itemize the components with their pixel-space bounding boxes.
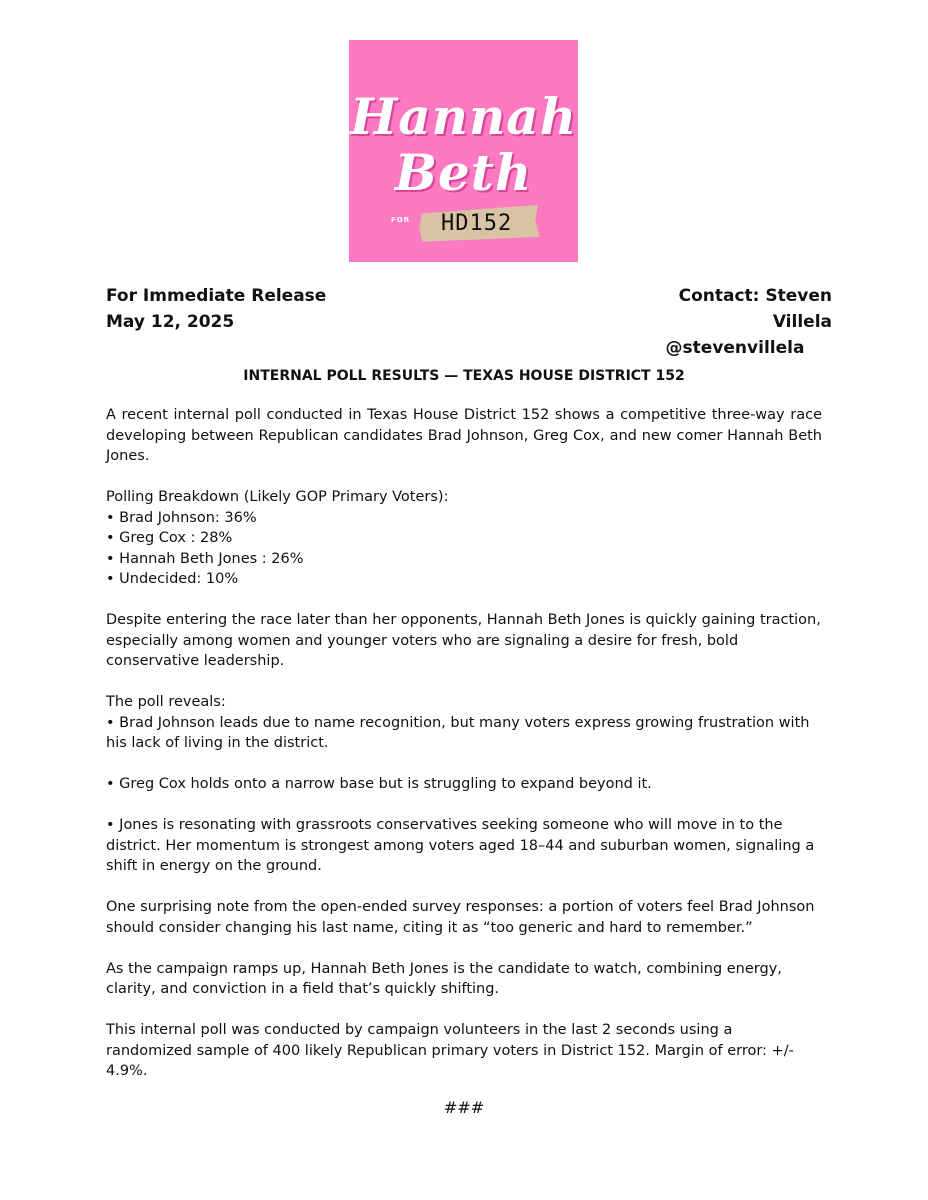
breakdown-item: • Hannah Beth Jones : 26% <box>106 550 304 567</box>
logo-district: HD152 <box>441 211 513 236</box>
breakdown-heading: Polling Breakdown (Likely GOP Primary Voters): <box>106 489 449 505</box>
contact-name: Contact: Steven Villela <box>678 286 832 332</box>
contact-handle: @stevenvillela <box>665 338 805 358</box>
release-body <box>106 405 822 1102</box>
reveal-johnson: • Brad Johnson leads due to name recognition, but many voters express growing frustration with his lack of living in the district. <box>106 714 810 751</box>
methodology-paragraph: This internal poll was conducted by campaign volunteers in the last 2 seconds using a randomized sample of 400 likely Republican primary voters in District 152. Margin of error: +/- 4.9%. <box>106 1022 794 1079</box>
breakdown-item: • Brad Johnson: 36% <box>106 509 257 526</box>
reveals-section <box>106 692 822 754</box>
reveal-cox: • Greg Cox holds onto a narrow base but is struggling to expand beyond it. <box>106 776 652 792</box>
intro-paragraph: A recent internal poll conducted in Texas House District 152 shows a competitive three-way race developing between Republican candidates Brad Johnson, Greg Cox, and new comer Hannah Beth Jones. <box>106 407 822 464</box>
breakdown-section <box>106 487 822 590</box>
reveals-heading: The poll reveals: <box>106 694 226 710</box>
breakdown-item: • Undecided: 10% <box>106 571 239 587</box>
campaign-paragraph: As the campaign ramps up, Hannah Beth Jones is the candidate to watch, combining energy, clarity, and conviction in a field that’s quickly shifting. <box>106 960 782 997</box>
contact-header <box>628 283 832 361</box>
reveal-jones: • Jones is resonating with grassroots conservatives seeking someone who will move in to the district. Her momentum is strongest among voters aged 18–44 and suburban women, signaling a shift in energy on the ground. <box>106 817 815 874</box>
surprise-paragraph: One surprising note from the open-ended survey responses: a portion of voters feel Brad Johnson should consider changing his last name, citing it as “too generic and hard to remember.” <box>106 899 815 936</box>
logo-first-name: Hannah <box>349 87 578 146</box>
release-date: May 12, 2025 <box>106 312 235 332</box>
release-label: For Immediate Release <box>106 286 327 306</box>
logo-for-label: FOR <box>391 216 411 224</box>
release-header <box>106 283 326 335</box>
traction-paragraph: Despite entering the race later than her opponents, Hannah Beth Jones is quickly gaining traction, especially among women and younger voters who are signaling a desire for fresh, bold conservative leadership. <box>106 612 821 669</box>
logo-last-name: Beth <box>394 143 533 202</box>
campaign-logo <box>349 40 578 262</box>
end-mark: ### <box>443 1098 485 1117</box>
release-title: INTERNAL POLL RESULTS — TEXAS HOUSE DISTRICT 152 <box>243 368 685 384</box>
breakdown-item: • Greg Cox : 28% <box>106 530 233 546</box>
